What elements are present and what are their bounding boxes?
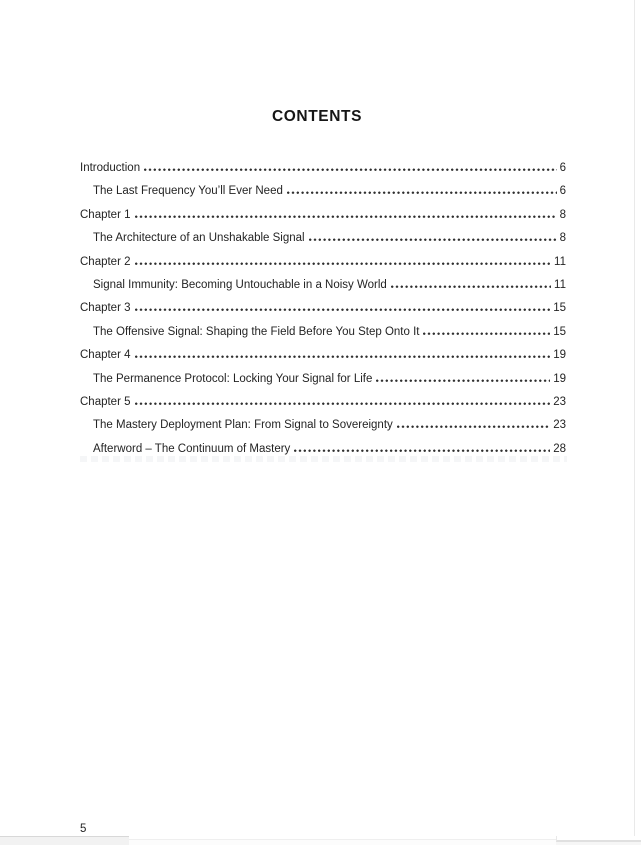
dot-leader <box>294 449 550 452</box>
ghost-text-artifact <box>80 456 567 462</box>
table-of-contents <box>80 161 566 465</box>
toc-page-number: 15 <box>553 302 566 315</box>
next-page-top-edge <box>129 839 557 845</box>
toc-entry[interactable] <box>80 395 566 409</box>
toc-entry[interactable] <box>80 161 566 175</box>
toc-page-number: 19 <box>553 372 566 385</box>
dot-leader <box>135 402 551 405</box>
toc-entry-label: The Permanence Protocol: Locking Your Signal for Life <box>93 372 373 385</box>
dot-leader <box>135 262 552 265</box>
toc-entry-label: The Last Frequency You’ll Ever Need <box>93 185 283 198</box>
toc-entry[interactable] <box>80 442 566 456</box>
toc-entry[interactable] <box>80 208 566 222</box>
toc-entry[interactable] <box>80 325 566 339</box>
page-right-edge <box>634 0 635 838</box>
dot-leader <box>135 355 551 358</box>
toc-entry[interactable] <box>80 278 566 292</box>
toc-entry-label: The Offensive Signal: Shaping the Field Before You Step Onto It <box>93 325 420 338</box>
page-number: 5 <box>80 823 87 835</box>
toc-entry-label: Introduction <box>80 162 141 174</box>
toc-entry-label: Chapter 1 <box>80 208 131 221</box>
dot-leader <box>144 168 556 171</box>
dot-leader <box>287 191 557 194</box>
toc-page-number: 6 <box>559 185 566 198</box>
page-bottom-edge-left <box>0 836 129 845</box>
toc-entry-label: Signal Immunity: Becoming Untouchable in a Noisy World <box>93 278 387 291</box>
dot-leader <box>391 285 551 288</box>
toc-entry[interactable] <box>80 184 566 198</box>
toc-page-number: 6 <box>559 162 566 174</box>
toc-entry-label: Chapter 4 <box>80 349 131 362</box>
toc-entry-label: Chapter 3 <box>80 302 131 315</box>
toc-entry[interactable] <box>80 372 566 386</box>
toc-page-number: 19 <box>553 349 566 362</box>
toc-page-number: 8 <box>559 208 566 221</box>
toc-entry-label: Chapter 2 <box>80 255 131 268</box>
toc-page-number: 15 <box>553 325 566 338</box>
toc-entry[interactable] <box>80 418 566 432</box>
toc-page-number: 23 <box>553 395 566 408</box>
toc-page-number: 23 <box>553 419 566 432</box>
dot-leader <box>309 238 557 241</box>
toc-page-number: 8 <box>559 232 566 245</box>
toc-entry[interactable] <box>80 301 566 315</box>
toc-entry[interactable] <box>80 255 566 269</box>
toc-page-number: 11 <box>554 278 566 291</box>
toc-entry-label: The Architecture of an Unshakable Signal <box>93 232 305 245</box>
dot-leader <box>135 308 551 311</box>
toc-entry-label: Chapter 5 <box>80 395 131 408</box>
dot-leader <box>376 379 550 382</box>
dot-leader <box>135 215 557 218</box>
toc-entry[interactable] <box>80 348 566 362</box>
toc-page-number: 11 <box>554 255 566 268</box>
toc-entry[interactable] <box>80 231 566 245</box>
toc-entry-label: Afterword – The Continuum of Mastery <box>93 442 291 455</box>
page-title: CONTENTS <box>271 108 363 125</box>
toc-entry-label: The Mastery Deployment Plan: From Signal to Sovereignty <box>93 419 393 432</box>
dot-leader <box>397 425 550 428</box>
toc-page-number: 28 <box>553 442 566 455</box>
dot-leader <box>423 332 550 335</box>
